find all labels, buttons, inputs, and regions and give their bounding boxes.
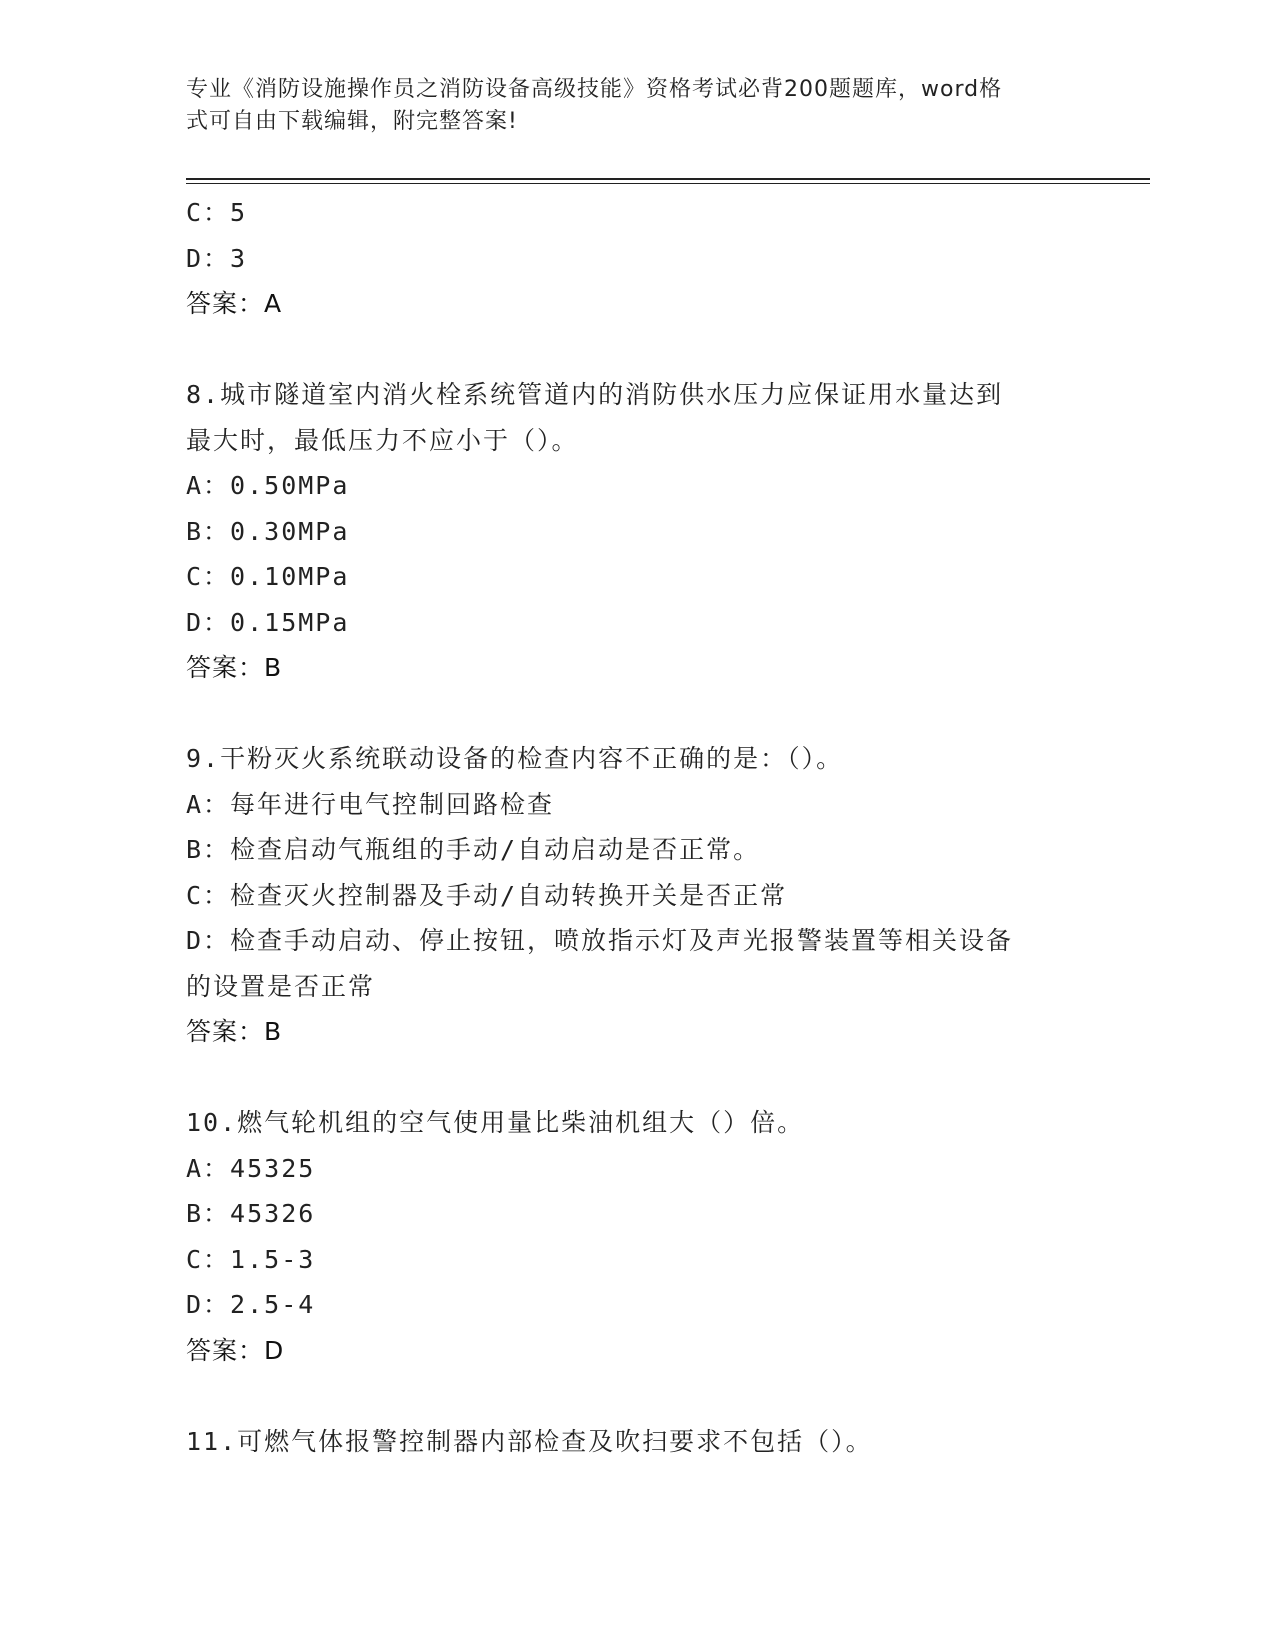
q9-option-b: B：检查启动气瓶组的手动/自动启动是否正常。 xyxy=(186,835,761,864)
question-content xyxy=(186,190,1086,1464)
header-divider-thin xyxy=(186,183,1150,184)
q11-stem: 11.可燃气体报警控制器内部检查及吹扫要求不包括（）。 xyxy=(186,1426,873,1456)
spacer xyxy=(186,691,1086,737)
header-divider-thick xyxy=(186,178,1150,180)
question-11 xyxy=(186,1419,1086,1465)
q7-answer: 答案：A xyxy=(186,289,283,318)
q8-option-a: A：0.50MPa xyxy=(186,471,350,500)
spacer xyxy=(186,1373,1086,1419)
header-title-line-1: 专业《消防设施操作员之消防设备高级技能》资格考试必背200题题库，word格 xyxy=(186,77,1003,102)
q10-option-a: A：45325 xyxy=(186,1153,316,1183)
question-10 xyxy=(186,1100,1086,1373)
q9-answer: 答案：B xyxy=(186,1017,283,1046)
q8-option-d: D：0.15MPa xyxy=(186,607,350,637)
page-header xyxy=(186,74,1066,138)
question-9 xyxy=(186,736,1086,1055)
q9-option-c: C：检查灭火控制器及手动/自动转换开关是否正常 xyxy=(186,880,788,910)
q7-option-d: D：3 xyxy=(186,243,248,273)
q9-option-d-line-1: D：检查手动启动、停止按钮，喷放指示灯及声光报警装置等相关设备 xyxy=(186,926,1014,955)
q8-answer: 答案：B xyxy=(186,653,283,682)
q10-answer: 答案：D xyxy=(186,1335,285,1365)
q10-stem: 10.燃气轮机组的空气使用量比柴油机组大（）倍。 xyxy=(186,1108,805,1137)
q10-option-d: D：2.5-4 xyxy=(186,1290,316,1319)
q9-option-a: A：每年进行电气控制回路检查 xyxy=(186,789,555,819)
q7-option-c: C：5 xyxy=(186,198,248,227)
q8-stem-line-2: 最大时，最低压力不应小于（）。 xyxy=(186,425,579,455)
q8-option-b: B：0.30MPa xyxy=(186,516,350,546)
spacer xyxy=(186,1055,1086,1101)
q8-option-c: C：0.10MPa xyxy=(186,562,350,591)
q8-stem-line-1: 8.城市隧道室内消火栓系统管道内的消防供水压力应保证用水量达到 xyxy=(186,380,1004,409)
header-title-line-2: 式可自由下载编辑，附完整答案! xyxy=(186,109,518,134)
question-7-tail xyxy=(186,190,1086,327)
question-8 xyxy=(186,372,1086,691)
q9-option-d-line-2: 的设置是否正常 xyxy=(186,971,376,1001)
q10-option-c: C：1.5-3 xyxy=(186,1244,316,1274)
q10-option-b: B：45326 xyxy=(186,1199,316,1228)
spacer xyxy=(186,327,1086,373)
q9-stem: 9.干粉灭火系统联动设备的检查内容不正确的是：（）。 xyxy=(186,744,844,773)
